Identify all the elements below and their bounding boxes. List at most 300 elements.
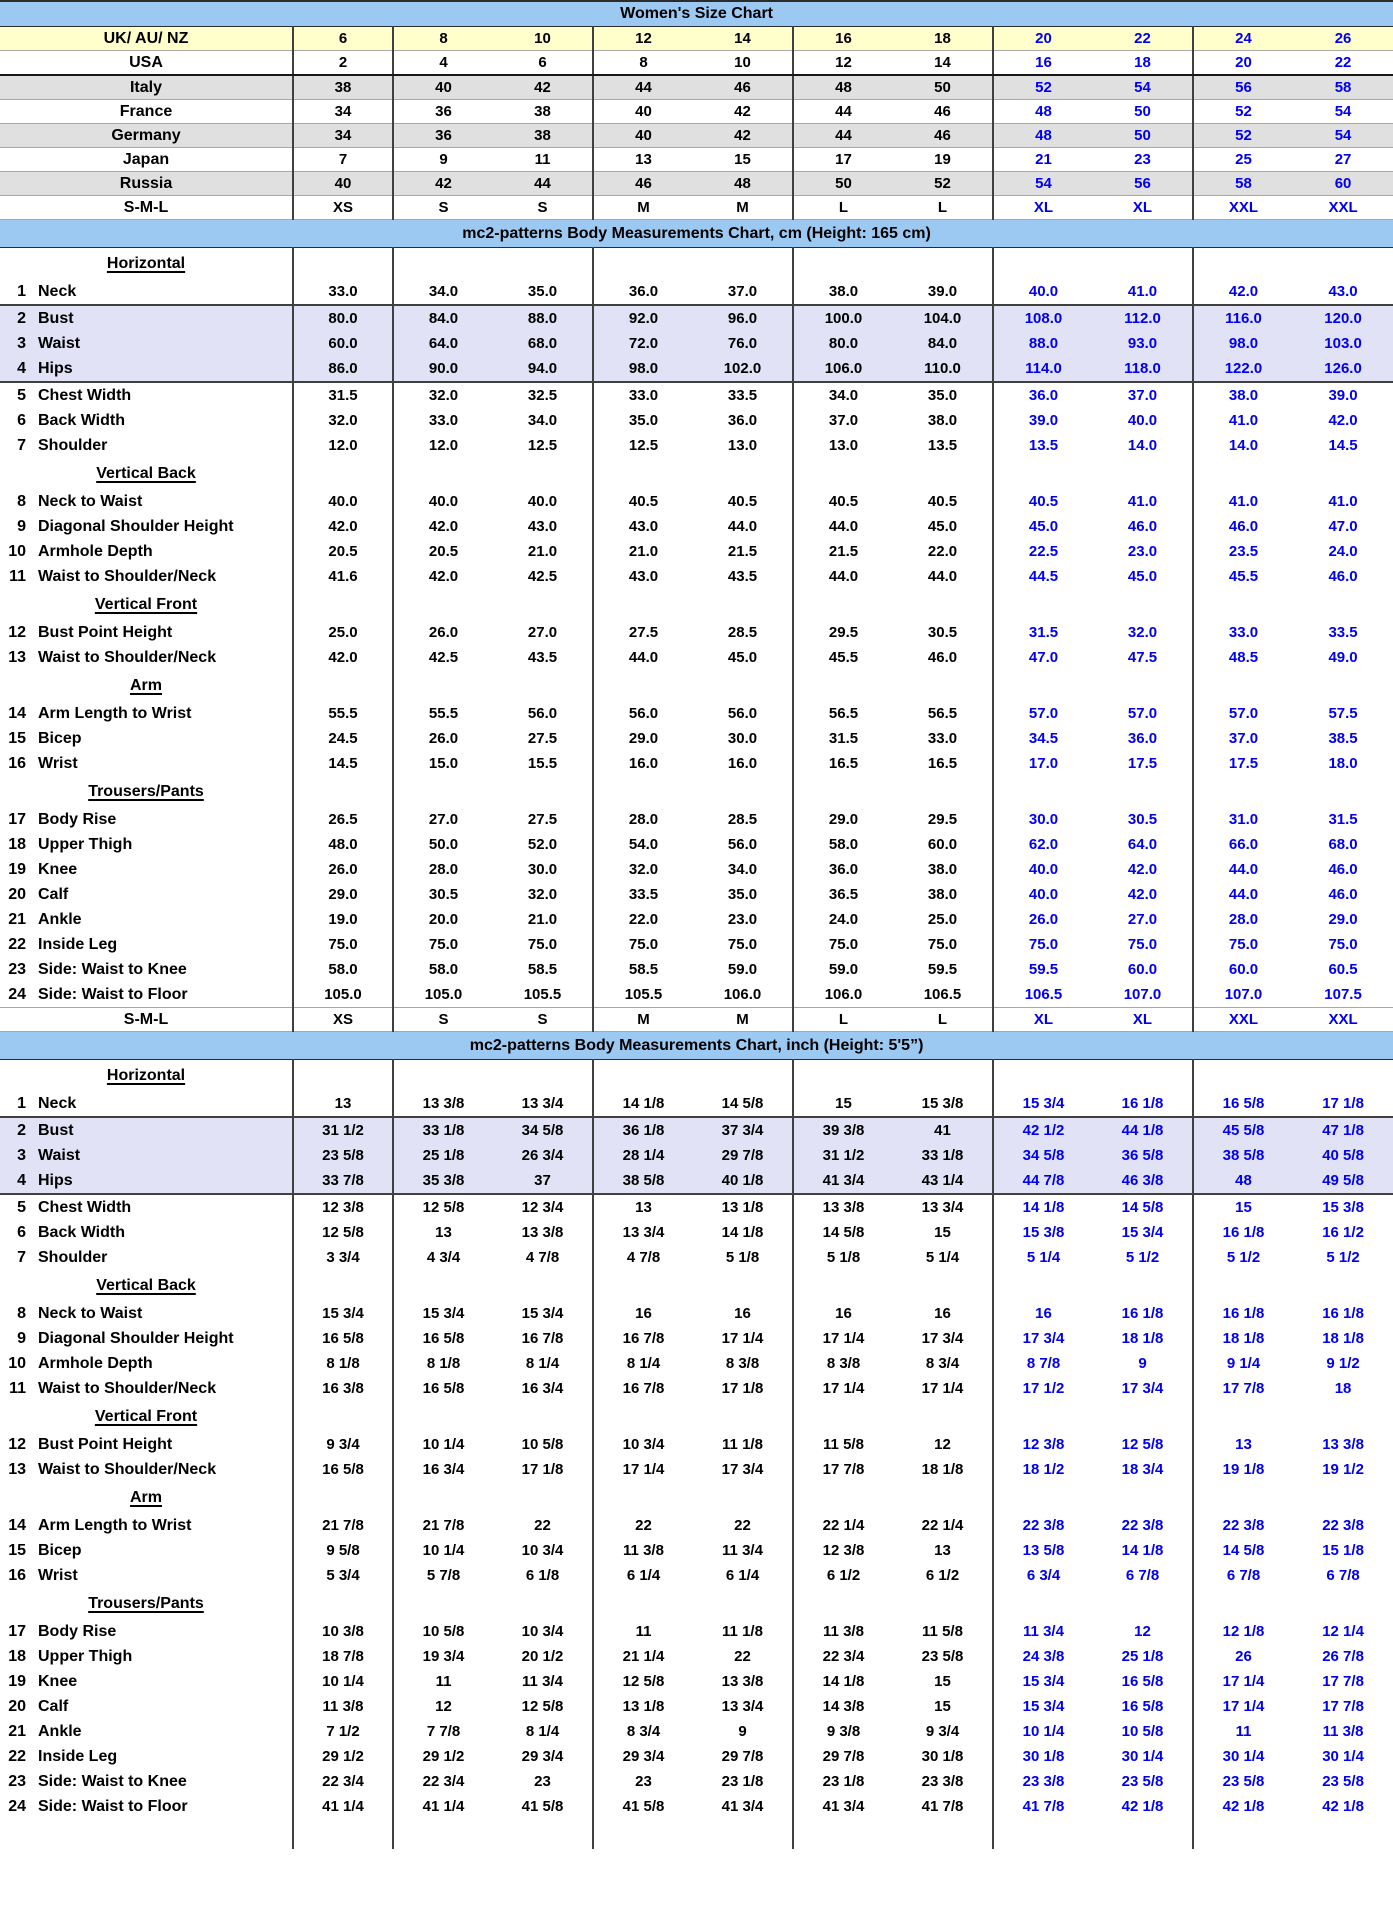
size-value: 2: [293, 51, 393, 76]
size-value: 18: [1093, 51, 1193, 76]
empty-cell: [493, 458, 593, 489]
measurement-value: 10 5/8: [521, 1436, 564, 1453]
size-value: 42: [693, 100, 793, 124]
measurement-value: 18 1/2: [993, 1457, 1093, 1482]
measurement-label: Diagonal Shoulder Height: [38, 1329, 234, 1347]
empty-cell: [993, 1482, 1093, 1513]
measurement-value: 43.5: [527, 649, 558, 666]
measurement-value: 107.0: [1123, 986, 1162, 1003]
group-subheader: [0, 1482, 293, 1513]
empty-cell: [493, 776, 593, 807]
measurement-value: 11 3/8: [793, 1619, 893, 1644]
measurement-value: 9 5/8: [293, 1538, 393, 1563]
measurement-value: 17 7/8: [1322, 1673, 1364, 1690]
measurement-value: 15 1/8: [1322, 1542, 1364, 1559]
measurement-row-label: [0, 564, 293, 589]
measurement-value: 48.5: [1193, 645, 1293, 670]
measurement-value: 47.5: [1127, 649, 1158, 666]
row-number: 18: [8, 1647, 26, 1665]
empty-cell: [793, 1482, 893, 1513]
measurement-value: 46.0: [1127, 518, 1158, 535]
table-bottom-spacer: [1193, 1819, 1293, 1849]
measurement-value: 75.0: [293, 932, 393, 957]
measurement-value: 38.0: [927, 412, 958, 429]
measurement-value: 105.5: [523, 986, 562, 1003]
measurement-value: 14.0: [1193, 433, 1293, 458]
size-value: 10: [693, 51, 793, 76]
measurement-value: 38 5/8: [1193, 1143, 1293, 1168]
measurement-value: 80.0: [293, 305, 393, 331]
measurement-value: 35 3/8: [393, 1168, 493, 1194]
size-value: 7: [293, 148, 393, 172]
measurement-value: 29 3/4: [521, 1748, 564, 1765]
measurement-row-label: [0, 1644, 293, 1669]
measurement-value: 5 1/2: [1193, 1245, 1293, 1270]
measurement-value: 11: [593, 1619, 693, 1644]
measurement-value: 76.0: [727, 335, 758, 352]
measurement-row-label: [0, 1117, 293, 1143]
measurement-value: 17 1/4: [1193, 1669, 1293, 1694]
size-value: M: [593, 1008, 693, 1032]
measurement-value: 52.0: [527, 836, 558, 853]
measurement-value: 120.0: [1293, 305, 1393, 331]
row-number: 19: [8, 860, 26, 878]
row-number: 18: [8, 835, 26, 853]
empty-cell: [293, 1401, 393, 1432]
measurement-value: 6 7/8: [1326, 1567, 1360, 1584]
measurement-value: 29.0: [1328, 911, 1358, 928]
measurement-value: 20 1/2: [521, 1648, 564, 1665]
measurement-row-label: [0, 1457, 293, 1482]
measurement-value: 30 1/4: [1322, 1748, 1364, 1765]
empty-cell: [393, 1060, 493, 1092]
size-value: 48: [993, 124, 1093, 148]
measurement-value: 25 1/8: [1121, 1648, 1164, 1665]
size-value: 15: [693, 148, 793, 172]
empty-cell: [393, 248, 493, 280]
row-number: 10: [8, 542, 26, 560]
measurement-value: 9 1/2: [1326, 1355, 1360, 1372]
measurement-value: 26.5: [293, 807, 393, 832]
measurement-value: 75.0: [1328, 936, 1358, 953]
measurement-value: 56.0: [727, 705, 758, 722]
measurement-value: 22 3/4: [793, 1644, 893, 1669]
empty-cell: [893, 1060, 993, 1092]
size-value: 8: [593, 51, 693, 76]
measurement-value: 17 1/8: [521, 1461, 564, 1478]
measurement-value: 29.5: [793, 620, 893, 645]
measurement-row-label: [0, 1694, 293, 1719]
measurement-value: 21.5: [793, 539, 893, 564]
measurement-value: 16: [993, 1301, 1093, 1326]
measurement-value: 16 1/8: [1193, 1301, 1293, 1326]
empty-cell: [1293, 670, 1393, 701]
measurement-value: 94.0: [493, 356, 593, 382]
measurement-value: 29.0: [793, 807, 893, 832]
size-system-label: France: [0, 100, 293, 124]
measurement-value: 75.0: [593, 932, 693, 957]
size-value: 22: [1293, 51, 1393, 76]
measurement-label: Knee: [38, 860, 78, 878]
measurement-label: Bust: [38, 1121, 74, 1139]
measurement-value: 33 7/8: [293, 1168, 393, 1194]
empty-cell: [993, 458, 1093, 489]
measurement-label: Upper Thigh: [38, 835, 133, 853]
empty-cell: [693, 1482, 793, 1513]
measurement-value: 92.0: [593, 305, 693, 331]
measurement-value: 8 3/4: [925, 1355, 960, 1372]
empty-cell: [593, 670, 693, 701]
measurement-value: 44.0: [727, 518, 758, 535]
size-value: 9: [393, 148, 493, 172]
measurement-label: Shoulder: [38, 1248, 108, 1266]
measurement-value: 38 5/8: [593, 1168, 693, 1194]
size-value: 40: [293, 172, 393, 196]
empty-cell: [993, 670, 1093, 701]
measurement-value: 84.0: [927, 335, 958, 352]
measurement-value: 58.5: [527, 961, 558, 978]
measurement-value: 31.5: [1328, 811, 1358, 828]
measurement-label: Calf: [38, 1697, 69, 1715]
measurement-value: 33.0: [593, 382, 693, 408]
measurement-value: 105.0: [393, 982, 493, 1008]
size-value: S: [493, 1008, 593, 1032]
measurement-value: 7 7/8: [393, 1719, 493, 1744]
measurement-value: 27.0: [1127, 911, 1158, 928]
empty-cell: [493, 1270, 593, 1301]
measurement-label: Wrist: [38, 1566, 78, 1584]
measurement-value: 57.0: [993, 701, 1093, 726]
empty-cell: [1093, 458, 1193, 489]
measurement-value: 41 3/4: [793, 1794, 893, 1819]
measurement-value: 41: [893, 1117, 993, 1143]
measurement-value: 38.0: [793, 279, 893, 305]
measurement-value: 44.0: [1193, 882, 1293, 907]
measurement-value: 15 3/4: [993, 1091, 1093, 1117]
measurement-row-label: [0, 957, 293, 982]
measurement-value: 17 1/8: [1322, 1095, 1364, 1112]
measurement-value: 16.0: [727, 755, 758, 772]
measurement-row-label: [0, 1769, 293, 1794]
measurement-value: 12.0: [393, 433, 493, 458]
measurement-value: 10 3/8: [293, 1619, 393, 1644]
measurement-value: 14.5: [293, 751, 393, 776]
measurement-value: 24 3/8: [993, 1644, 1093, 1669]
size-value: 40: [393, 75, 493, 100]
measurement-label: Bust Point Height: [38, 1435, 173, 1453]
measurement-value: 16.0: [593, 751, 693, 776]
size-chart-body: [0, 1, 1393, 1849]
measurement-value: 16 3/8: [293, 1376, 393, 1401]
size-value: 46: [593, 172, 693, 196]
measurement-value: 30.0: [993, 807, 1093, 832]
empty-cell: [393, 458, 493, 489]
size-value: 52: [1193, 124, 1293, 148]
measurement-value: 30.5: [927, 624, 958, 641]
measurement-value: 16 7/8: [521, 1330, 564, 1347]
measurement-value: 103.0: [1324, 335, 1362, 352]
measurement-value: 37.0: [1127, 387, 1158, 404]
measurement-value: 36.0: [993, 382, 1093, 408]
table-bottom-spacer: [393, 1819, 493, 1849]
measurement-value: 28.5: [727, 624, 758, 641]
size-value: 60: [1293, 172, 1393, 196]
measurement-label: Side: Waist to Floor: [38, 985, 188, 1003]
empty-cell: [1293, 1270, 1393, 1301]
measurement-value: 49.0: [1328, 649, 1358, 666]
measurement-value: 23 5/8: [1121, 1773, 1164, 1790]
chart-title: Women's Size Chart: [0, 1, 1393, 27]
empty-cell: [593, 248, 693, 280]
empty-cell: [493, 1401, 593, 1432]
measurement-value: 31.0: [1193, 807, 1293, 832]
measurement-value: 15: [934, 1698, 951, 1715]
measurement-value: 7 1/2: [293, 1719, 393, 1744]
size-value: 50: [893, 75, 993, 100]
measurement-value: 27.0: [393, 807, 493, 832]
empty-cell: [593, 1401, 693, 1432]
measurement-value: 15 3/4: [393, 1301, 493, 1326]
measurement-value: 64.0: [1127, 836, 1158, 853]
empty-cell: [993, 1060, 1093, 1092]
measurement-value: 33.0: [1193, 620, 1293, 645]
measurement-value: 34 5/8: [993, 1143, 1093, 1168]
measurement-label: Inside Leg: [38, 935, 118, 953]
measurement-value: 10 1/4: [293, 1669, 393, 1694]
measurement-value: 12.5: [527, 437, 558, 454]
measurement-label: Ankle: [38, 910, 82, 928]
row-number: 8: [17, 1304, 26, 1322]
measurement-value: 11 5/8: [793, 1432, 893, 1457]
size-value: 20: [1193, 51, 1293, 76]
measurement-value: 10 1/4: [993, 1719, 1093, 1744]
measurement-label: Waist to Shoulder/Neck: [38, 567, 217, 585]
measurement-value: 30 1/8: [921, 1748, 964, 1765]
measurement-value: 14 1/8: [593, 1091, 693, 1117]
measurement-value: 14 3/8: [793, 1694, 893, 1719]
measurement-value: 16 3/4: [393, 1457, 493, 1482]
measurement-value: 30 1/4: [1121, 1748, 1164, 1765]
measurement-value: 16.5: [927, 755, 958, 772]
measurement-value: 37.0: [727, 283, 758, 300]
measurement-label: Ankle: [38, 1722, 82, 1740]
group-subheader: [0, 1588, 293, 1619]
measurement-value: 14 5/8: [793, 1220, 893, 1245]
empty-cell: [493, 248, 593, 280]
size-value: 26: [1293, 27, 1393, 51]
measurement-value: 15: [793, 1091, 893, 1117]
measurement-value: 44.0: [927, 568, 958, 585]
measurement-row-label: [0, 1432, 293, 1457]
measurement-value: 106.5: [993, 982, 1093, 1008]
measurement-value: 41.0: [1127, 283, 1158, 300]
row-number: 11: [9, 567, 26, 585]
empty-cell: [293, 1482, 393, 1513]
measurement-value: 5 3/4: [293, 1563, 393, 1588]
measurement-row-label: [0, 882, 293, 907]
measurement-row-label: [0, 620, 293, 645]
measurement-value: 17.5: [1127, 755, 1158, 772]
measurement-value: 34.0: [527, 412, 558, 429]
measurement-value: 75.0: [793, 932, 893, 957]
measurement-label: Neck: [38, 1094, 77, 1112]
measurement-value: 41.0: [1328, 493, 1358, 510]
size-value: 44: [793, 124, 893, 148]
measurement-value: 9 3/4: [925, 1723, 960, 1740]
measurement-value: 4 7/8: [593, 1245, 693, 1270]
measurement-value: 35.0: [927, 387, 958, 404]
measurement-value: 22 3/8: [993, 1513, 1093, 1538]
row-number: 23: [8, 1772, 26, 1790]
group-subheader-label: Arm: [129, 676, 162, 694]
row-number: 11: [9, 1379, 26, 1397]
measurement-value: 42.0: [1328, 412, 1358, 429]
empty-cell: [693, 458, 793, 489]
measurement-value: 42 1/8: [1121, 1798, 1164, 1815]
size-value: 50: [1093, 124, 1193, 148]
measurement-value: 28 1/4: [593, 1143, 693, 1168]
size-value: 46: [693, 75, 793, 100]
measurement-value: 49 5/8: [1293, 1168, 1393, 1194]
measurement-value: 23 5/8: [921, 1648, 964, 1665]
group-subheader-label: Horizontal: [106, 1066, 186, 1084]
size-system-label: Germany: [0, 124, 293, 148]
measurement-label: Waist: [38, 1146, 81, 1164]
empty-cell: [293, 589, 393, 620]
measurement-value: 11 3/4: [993, 1619, 1093, 1644]
measurement-value: 32.0: [393, 382, 493, 408]
group-subheader-label: Arm: [129, 1488, 162, 1506]
measurement-value: 25.0: [293, 620, 393, 645]
measurement-value: 21.5: [727, 543, 758, 560]
measurement-row-label: [0, 279, 293, 305]
measurement-value: 17 1/4: [793, 1326, 893, 1351]
measurement-value: 25 1/8: [393, 1143, 493, 1168]
measurement-value: 32.5: [527, 387, 558, 404]
measurement-value: 42.0: [393, 564, 493, 589]
size-system-label: UK/ AU/ NZ: [0, 27, 293, 51]
measurement-value: 46 3/8: [1093, 1168, 1193, 1194]
measurement-value: 30.0: [727, 730, 758, 747]
row-number: 2: [17, 1121, 26, 1139]
size-value: 14: [893, 51, 993, 76]
measurement-label: Armhole Depth: [38, 542, 153, 560]
measurement-value: 12: [393, 1694, 493, 1719]
measurement-value: 13 1/8: [593, 1694, 693, 1719]
size-value: 19: [893, 148, 993, 172]
measurement-value: 31.5: [793, 726, 893, 751]
measurement-value: 23 3/8: [993, 1769, 1093, 1794]
measurement-value: 5 1/2: [1125, 1249, 1160, 1266]
measurement-value: 36 1/8: [593, 1117, 693, 1143]
size-value: L: [893, 196, 993, 220]
measurement-value: 13 3/4: [521, 1095, 564, 1112]
measurement-row-label: [0, 331, 293, 356]
size-value: 42: [693, 124, 793, 148]
empty-cell: [893, 248, 993, 280]
measurement-value: 32.0: [1127, 624, 1158, 641]
measurement-value: 36 5/8: [1121, 1147, 1164, 1164]
measurement-value: 20.0: [393, 907, 493, 932]
measurement-value: 41 5/8: [593, 1794, 693, 1819]
measurement-row-label: [0, 1513, 293, 1538]
measurement-value: 16: [793, 1301, 893, 1326]
empty-cell: [293, 458, 393, 489]
measurement-value: 8 1/4: [593, 1351, 693, 1376]
measurement-row-label: [0, 1538, 293, 1563]
measurement-value: 22 3/4: [293, 1769, 393, 1794]
measurement-row-label: [0, 701, 293, 726]
row-number: 12: [8, 1435, 26, 1453]
size-value: XL: [1093, 1008, 1193, 1032]
measurement-value: 42.5: [527, 568, 558, 585]
measurement-value: 31 1/2: [293, 1117, 393, 1143]
measurement-value: 98.0: [593, 356, 693, 382]
measurement-row-label: [0, 489, 293, 514]
row-number: 4: [17, 359, 26, 377]
measurement-value: 19 3/4: [393, 1644, 493, 1669]
measurement-row-label: [0, 1301, 293, 1326]
measurement-value: 45.5: [1193, 564, 1293, 589]
measurement-value: 16 5/8: [393, 1376, 493, 1401]
measurement-value: 16 5/8: [1193, 1091, 1293, 1117]
measurement-value: 30.0: [527, 861, 558, 878]
measurement-value: 108.0: [993, 305, 1093, 331]
row-number: 13: [8, 1460, 26, 1478]
measurement-value: 56.5: [927, 705, 958, 722]
size-value: XL: [1093, 196, 1193, 220]
measurement-value: 35.0: [727, 886, 758, 903]
measurement-value: 44.0: [793, 564, 893, 589]
measurement-value: 114.0: [993, 356, 1093, 382]
row-number: 17: [8, 810, 26, 828]
measurement-value: 42.0: [293, 645, 393, 670]
measurement-value: 45.5: [793, 645, 893, 670]
empty-cell: [793, 1588, 893, 1619]
measurement-value: 8 7/8: [993, 1351, 1093, 1376]
row-number: 5: [17, 1198, 26, 1216]
measurement-value: 45.0: [927, 518, 958, 535]
empty-cell: [1093, 1401, 1193, 1432]
size-value: 54: [993, 172, 1093, 196]
measurement-value: 88.0: [993, 331, 1093, 356]
size-value: S: [493, 196, 593, 220]
measurement-value: 8 1/4: [525, 1723, 560, 1740]
measurement-value: 18 1/8: [1193, 1326, 1293, 1351]
measurement-value: 26.0: [393, 620, 493, 645]
row-number: 9: [17, 1329, 26, 1347]
measurement-value: 18 7/8: [293, 1644, 393, 1669]
empty-cell: [293, 1060, 393, 1092]
measurement-value: 42 1/2: [993, 1117, 1093, 1143]
measurement-value: 12 3/4: [521, 1199, 564, 1216]
empty-cell: [1193, 776, 1293, 807]
measurement-value: 31 1/2: [793, 1143, 893, 1168]
measurement-value: 40.5: [927, 493, 958, 510]
empty-cell: [493, 589, 593, 620]
measurement-value: 106.0: [793, 356, 893, 382]
empty-cell: [293, 1588, 393, 1619]
measurement-value: 18 1/8: [1121, 1330, 1164, 1347]
measurement-value: 59.5: [993, 957, 1093, 982]
measurement-row-label: [0, 1563, 293, 1588]
size-value: 48: [693, 172, 793, 196]
measurement-value: 72.0: [593, 331, 693, 356]
measurement-value: 41 3/4: [721, 1798, 764, 1815]
table-bottom-spacer: [1093, 1819, 1193, 1849]
measurement-value: 22: [534, 1517, 551, 1534]
measurement-label: Waist to Shoulder/Neck: [38, 1460, 217, 1478]
